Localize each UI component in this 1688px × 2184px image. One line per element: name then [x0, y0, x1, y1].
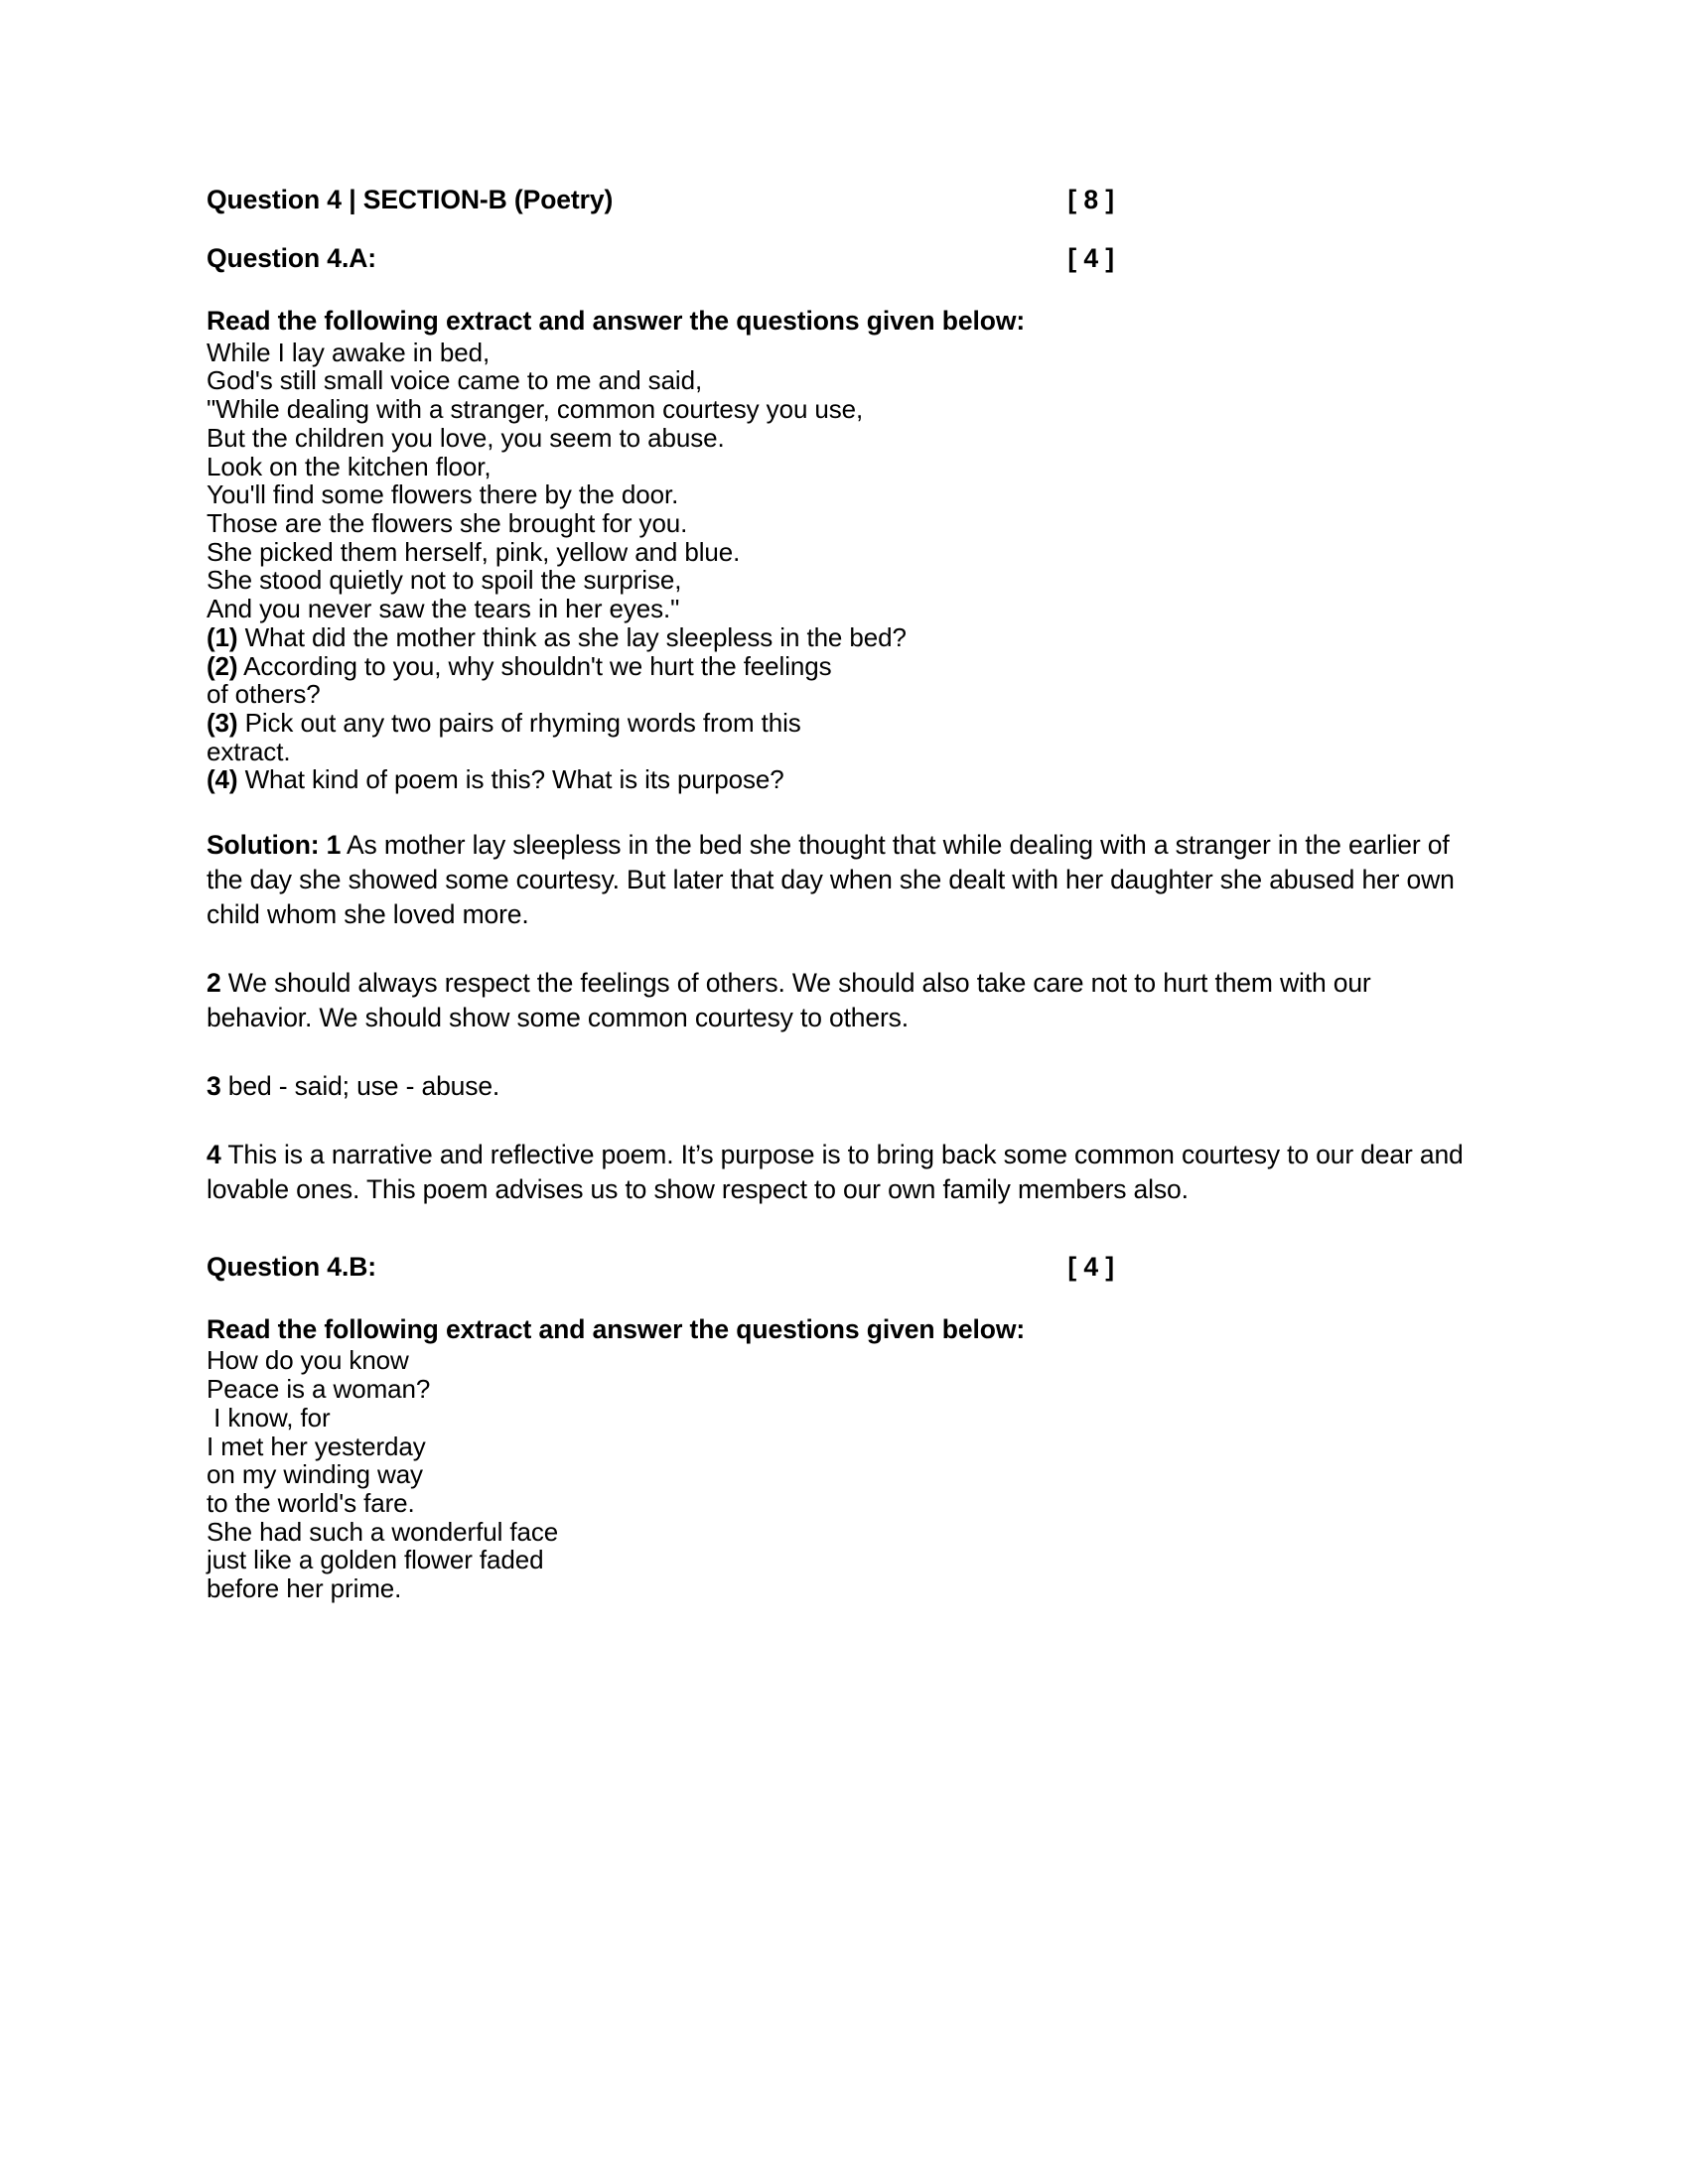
question-text: Pick out any two pairs of rhyming words from this: [237, 707, 801, 738]
verse-line: just like a golden flower faded: [207, 1545, 544, 1575]
verse-line: on my winding way: [207, 1459, 423, 1490]
verse-line: I met her yesterday: [207, 1431, 426, 1461]
document-content: [199, 184, 1489, 1603]
verse-line: Peace is a woman?: [207, 1374, 431, 1405]
verse-line: She had such a wonderful face: [207, 1516, 559, 1547]
part-a-extract: [207, 339, 1481, 623]
solution-1: [207, 828, 1481, 932]
spacer: [207, 275, 1481, 305]
solution-text: We should always respect the feelings of others. We should also take care not to hurt them with our behavior. We should show some common courtesy to others.: [207, 968, 1371, 1032]
part-a-instruction: Read the following extract and answer the questions given below:: [207, 306, 1026, 337]
question-4b-title: Question 4.B:: [207, 1251, 376, 1282]
question-4-heading-row: [207, 184, 1481, 216]
verse-line: God's still small voice came to me and said,: [207, 365, 703, 396]
verse-line: You'll find some flowers there by the door.: [207, 479, 679, 510]
solution-2: [207, 966, 1481, 1035]
verse-line: Look on the kitchen floor,: [207, 451, 492, 481]
part-b-instruction: Read the following extract and answer the questions given below:: [207, 1314, 1026, 1344]
solution-3: [207, 1069, 1481, 1104]
question-4b-marks: [ 4 ]: [1067, 1251, 1114, 1282]
part-b-extract: [207, 1346, 1481, 1602]
solution-label: 4: [207, 1139, 221, 1169]
verse-line: How do you know: [207, 1345, 409, 1376]
question-4a-marks: [ 4 ]: [1067, 243, 1114, 274]
verse-line: And you never saw the tears in her eyes.": [207, 594, 680, 624]
verse-line: I know, for: [207, 1402, 331, 1433]
verse-line: before her prime.: [207, 1573, 402, 1604]
question-number: (2): [207, 650, 238, 681]
spacer: [207, 1284, 1481, 1313]
question-item: [207, 652, 1481, 681]
verse-line: "While dealing with a stranger, common courtesy you use,: [207, 394, 864, 425]
question-item: [207, 765, 1481, 794]
spacer: [207, 932, 1481, 966]
question-item-continuation: [207, 738, 1481, 766]
question-4-title: Question 4 | SECTION-B (Poetry): [207, 185, 614, 214]
question-item-continuation: [207, 680, 1481, 709]
question-4-marks: [ 8 ]: [1067, 185, 1114, 214]
question-4a-heading-row: [207, 242, 1481, 275]
verse-line: But the children you love, you seem to abuse.: [207, 422, 725, 453]
question-text: of others?: [207, 679, 321, 710]
solution-label: 3: [207, 1070, 221, 1101]
verse-line: She stood quietly not to spoil the surprise,: [207, 565, 682, 596]
question-item: [207, 709, 1481, 738]
question-text: extract.: [207, 736, 291, 766]
question-text: What did the mother think as she lay sleepless in the bed?: [237, 621, 907, 652]
solution-label: 2: [207, 968, 221, 999]
solution-label: Solution: 1: [207, 830, 342, 861]
solution-4: [207, 1138, 1481, 1207]
spacer: [207, 1035, 1481, 1069]
solution-text: bed - said; use - abuse.: [220, 1070, 500, 1101]
question-4a-title: Question 4.A:: [207, 243, 376, 274]
question-item: [207, 623, 1481, 652]
spacer: [207, 216, 1481, 242]
spacer: [207, 794, 1481, 828]
question-4b-heading-row: [207, 1251, 1481, 1284]
solution-text: This is a narrative and reflective poem. It’s purpose is to bring back some common courtesy to our dear and lovable ones. This poem advises us to show respect to our own family members also.: [207, 1139, 1464, 1204]
question-text: What kind of poem is this? What is its purpose?: [237, 764, 784, 795]
verse-line: She picked them herself, pink, yellow and blue.: [207, 536, 741, 567]
question-text: According to you, why shouldn't we hurt the feelings: [237, 650, 832, 681]
verse-line: to the world's fare.: [207, 1487, 415, 1518]
question-number: (3): [207, 707, 238, 738]
question-number: (4): [207, 764, 238, 795]
verse-line: Those are the flowers she brought for you.: [207, 507, 688, 538]
solution-text: As mother lay sleepless in the bed she thought that while dealing with a stranger in the earlier of the day she showed some courtesy. But later that day when she dealt with her daughter she abused her own child whom she loved more.: [207, 830, 1455, 930]
spacer: [207, 1104, 1481, 1138]
part-a-question-list: [207, 623, 1481, 794]
spacer: [207, 1207, 1481, 1251]
verse-line: While I lay awake in bed,: [207, 337, 491, 367]
question-number: (1): [207, 621, 238, 652]
